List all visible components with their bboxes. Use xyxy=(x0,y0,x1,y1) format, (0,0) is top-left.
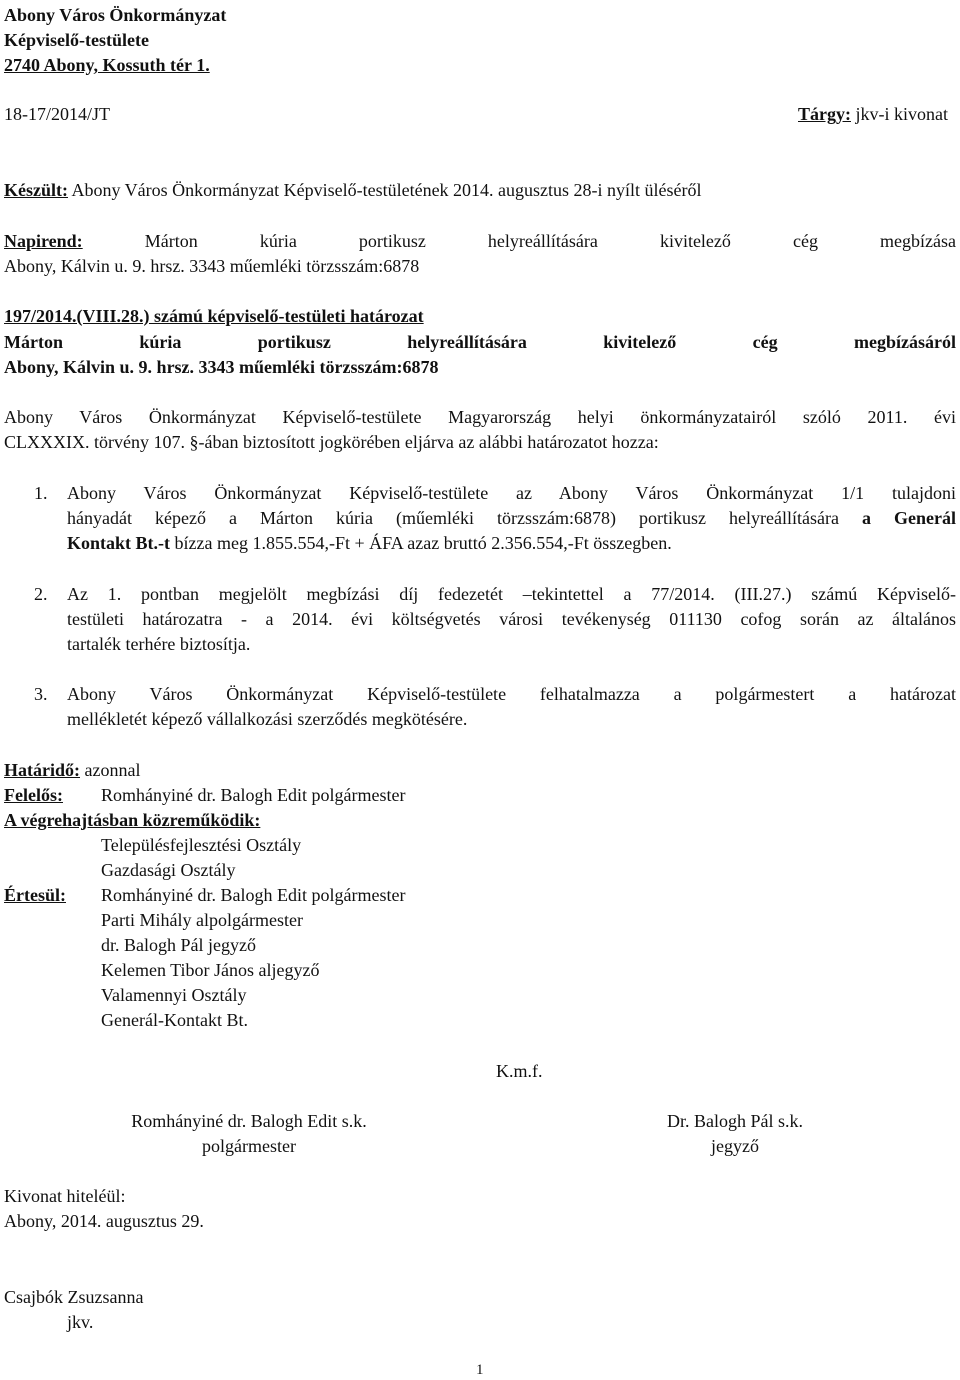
resolution-title xyxy=(4,304,424,329)
item-1-line2 xyxy=(67,506,956,531)
item-2-line2: testületi határozatra - a 2014. évi költségvetés városi tevékenység 011130 cofog során az általános xyxy=(67,609,956,629)
item-1-line2-text: hányadát képező a Márton kúria (műemléki törzsszám:6878) portikusz helyreállítására xyxy=(67,508,862,528)
kmf: K.m.f. xyxy=(496,1061,543,1081)
deadline xyxy=(4,758,140,783)
resolution-subject: Márton kúria portikusz helyreállítására kivitelező cég megbízásáról xyxy=(4,332,956,352)
notified-label: Értesül: xyxy=(4,885,66,905)
made-value: Abony Város Önkormányzat Képviselő-testületének 2014. augusztus 28-i nyílt üléséről xyxy=(67,180,702,200)
signature-right-name: Dr. Balogh Pál s.k. xyxy=(666,1111,803,1131)
municipality-name: Abony Város Önkormányzat xyxy=(4,5,227,25)
made-label: Készült: xyxy=(4,180,68,200)
subject-label: Tárgy: xyxy=(798,104,851,124)
item-1-contractor-b: Kontakt Bt.-t xyxy=(67,533,170,553)
certification-label: Kivonat hiteléül: xyxy=(4,1186,126,1206)
resolution-location: Abony, Kálvin u. 9. hrsz. 3343 műemléki törzsszám:6878 xyxy=(4,357,439,377)
subject xyxy=(798,102,948,127)
notified-1: Romhányiné dr. Balogh Edit polgármester xyxy=(101,885,406,905)
page-number: 1 xyxy=(476,1362,484,1378)
item-1-line1: Abony Város Önkormányzat Képviselő-testülete az Abony Város Önkormányzat 1/1 tulajdoni xyxy=(67,483,956,503)
notified-3: dr. Balogh Pál jegyző xyxy=(101,935,256,955)
subject-value: jkv-i kivonat xyxy=(851,104,948,124)
item-1-line3 xyxy=(67,531,672,556)
item-1-contractor-a: a Generál xyxy=(861,508,956,528)
item-1-number: 1. xyxy=(34,483,48,503)
item-2-line3: tartalék terhére biztosítja. xyxy=(67,634,251,654)
agenda-text: Márton kúria portikusz helyreállítására kivitelező cég megbízása xyxy=(82,231,956,251)
signature-left-title: polgármester xyxy=(202,1136,296,1156)
item-3-line1: Abony Város Önkormányzat Képviselő-testülete felhatalmazza a polgármestert a határozat xyxy=(67,684,956,704)
responsible-label: Felelős: xyxy=(4,785,63,805)
notified-5: Valamennyi Osztály xyxy=(101,985,247,1005)
agenda-line2: Abony, Kálvin u. 9. hrsz. 3343 műemléki törzsszám:6878 xyxy=(4,256,420,276)
signature-left-name: Romhányiné dr. Balogh Edit s.k. xyxy=(131,1111,367,1131)
certification-date: Abony, 2014. augusztus 29. xyxy=(4,1211,204,1231)
reference-number: 18-17/2014/JT xyxy=(4,104,110,124)
notified-4: Kelemen Tibor János aljegyző xyxy=(101,960,320,980)
agenda-line1 xyxy=(4,229,956,254)
item-2-number: 2. xyxy=(34,584,48,604)
made-line xyxy=(4,178,702,203)
execution-dept-2: Gazdasági Osztály xyxy=(101,860,236,880)
deadline-value: azonnal xyxy=(80,760,141,780)
body-name: Képviselő-testülete xyxy=(4,30,149,50)
notified-2: Parti Mihály alpolgármester xyxy=(101,910,303,930)
item-1-amount: bízza meg 1.855.554,-Ft + ÁFA azaz bruttó 2.356.554,-Ft összegben. xyxy=(170,533,672,553)
item-3-line2: mellékletét képező vállalkozási szerződés megkötésére. xyxy=(67,709,468,729)
item-2-line1: Az 1. pontban megjelölt megbízási díj fedezetét –tekintettel a 77/2014. (III.27.) számú Képviselő- xyxy=(67,584,956,604)
certifier-name: Csajbók Zsuzsanna xyxy=(4,1287,144,1307)
signature-right-title: jegyző xyxy=(711,1136,759,1156)
agenda-label: Napirend: xyxy=(4,231,83,251)
responsible-value: Romhányiné dr. Balogh Edit polgármester xyxy=(101,785,406,805)
address: 2740 Abony, Kossuth tér 1. xyxy=(4,55,210,75)
item-3-number: 3. xyxy=(34,684,48,704)
resolution-title-text: 197/2014.(VIII.28.) számú képviselő-testületi határozat xyxy=(4,306,424,326)
certifier-role: jkv. xyxy=(67,1312,94,1332)
execution-label: A végrehajtásban közreműködik: xyxy=(4,810,261,830)
deadline-label: Határidő: xyxy=(4,760,80,780)
execution-dept-1: Településfejlesztési Osztály xyxy=(101,835,302,855)
preamble-line1: Abony Város Önkormányzat Képviselő-testülete Magyarország helyi önkormányzatairól szóló 2011. évi xyxy=(4,407,956,427)
notified-6: Generál-Kontakt Bt. xyxy=(101,1010,248,1030)
preamble-line2: CLXXXIX. törvény 107. §-ában biztosított jogkörében eljárva az alábbi határozatot hozza: xyxy=(4,432,659,452)
